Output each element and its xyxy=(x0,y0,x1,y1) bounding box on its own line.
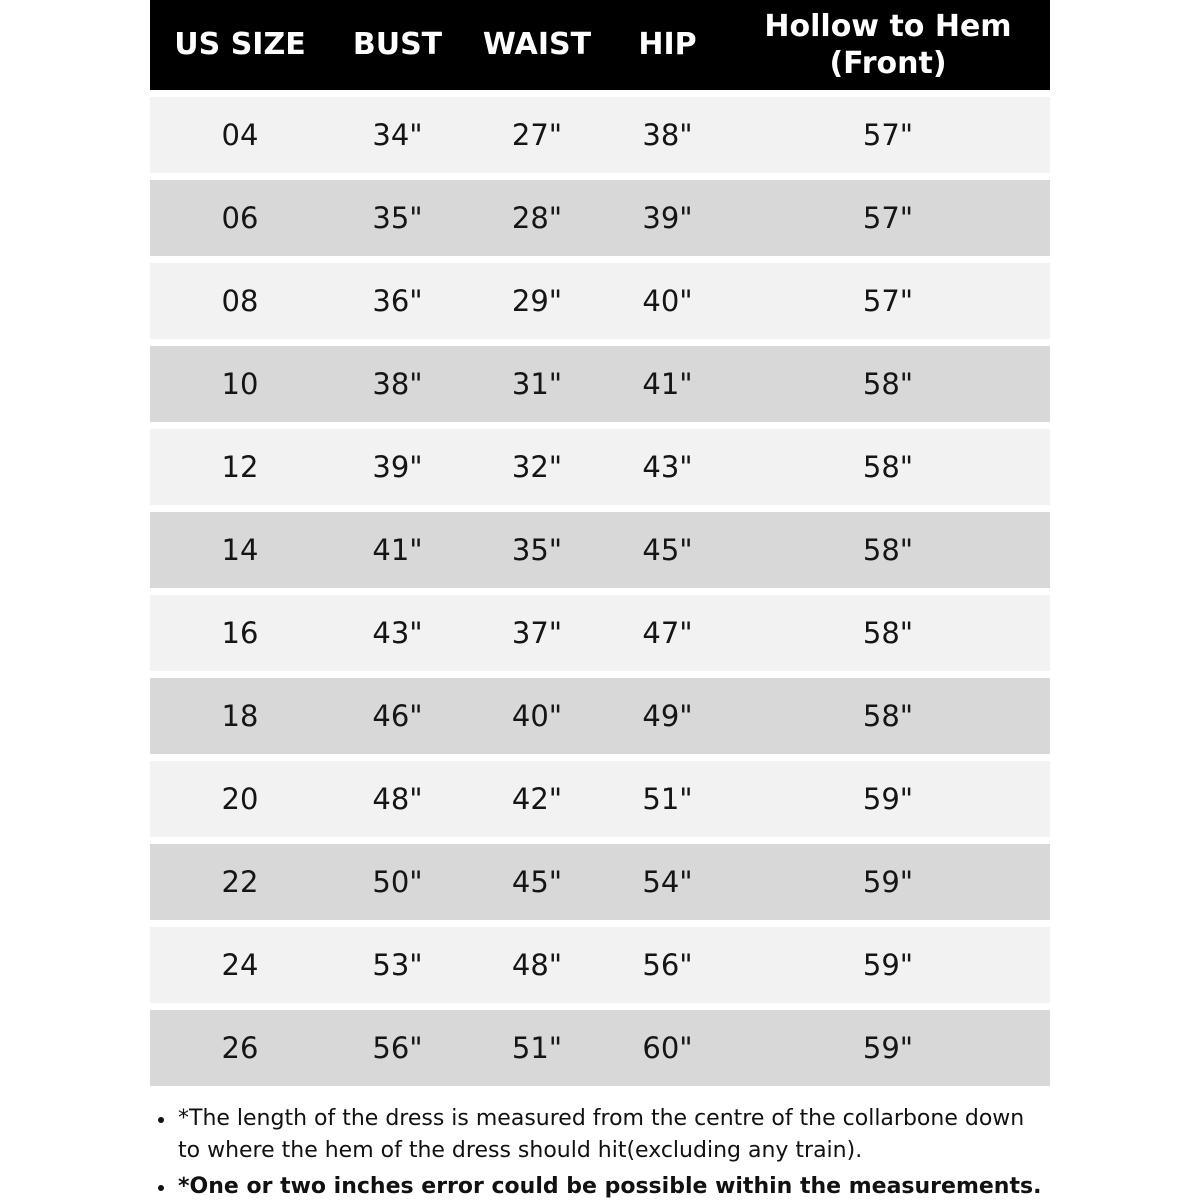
table-cell: 53" xyxy=(330,927,465,1003)
table-cell: 54" xyxy=(609,844,726,920)
table-row xyxy=(150,927,1050,1003)
table-cell: 43" xyxy=(609,429,726,505)
table-cell: 57" xyxy=(726,180,1050,256)
table-cell: 48" xyxy=(330,761,465,837)
table-cell: 58" xyxy=(726,512,1050,588)
table-cell: 20 xyxy=(150,761,330,837)
table-cell: 38" xyxy=(609,97,726,173)
table-cell: 45" xyxy=(465,844,609,920)
bullet-dot-icon xyxy=(158,1185,164,1191)
table-cell: 27" xyxy=(465,97,609,173)
table-cell: 50" xyxy=(330,844,465,920)
table-cell: 51" xyxy=(465,1010,609,1086)
table-cell: 46" xyxy=(330,678,465,754)
table-row xyxy=(150,844,1050,920)
table-cell: 32" xyxy=(465,429,609,505)
table-cell: 43" xyxy=(330,595,465,671)
table-cell: 24 xyxy=(150,927,330,1003)
size-chart-container xyxy=(150,0,1050,1093)
table-row xyxy=(150,595,1050,671)
table-cell: 14 xyxy=(150,512,330,588)
table-cell: 59" xyxy=(726,1010,1050,1086)
table-cell: 40" xyxy=(609,263,726,339)
table-cell: 56" xyxy=(330,1010,465,1086)
table-cell: 08 xyxy=(150,263,330,339)
table-cell: 58" xyxy=(726,429,1050,505)
table-cell: 58" xyxy=(726,595,1050,671)
table-cell: 59" xyxy=(726,844,1050,920)
table-cell: 29" xyxy=(465,263,609,339)
table-cell: 60" xyxy=(609,1010,726,1086)
column-header-us-size: US SIZE xyxy=(150,0,330,90)
bullet-dot-icon xyxy=(158,1117,164,1123)
table-cell: 39" xyxy=(609,180,726,256)
table-cell: 58" xyxy=(726,678,1050,754)
table-cell: 49" xyxy=(609,678,726,754)
table-cell: 35" xyxy=(465,512,609,588)
table-row xyxy=(150,180,1050,256)
table-cell: 41" xyxy=(609,346,726,422)
table-row xyxy=(150,346,1050,422)
footnote-text: *The length of the dress is measured from the centre of the collarbone down to where the hem of the dress should hit(excluding any train). xyxy=(178,1106,1025,1163)
table-cell: 41" xyxy=(330,512,465,588)
table-header-row xyxy=(150,0,1050,90)
table-cell: 59" xyxy=(726,927,1050,1003)
table-cell: 51" xyxy=(609,761,726,837)
table-cell: 38" xyxy=(330,346,465,422)
table-cell: 45" xyxy=(609,512,726,588)
table-row xyxy=(150,678,1050,754)
table-cell: 48" xyxy=(465,927,609,1003)
column-header-bust: BUST xyxy=(330,0,465,90)
table-cell: 16 xyxy=(150,595,330,671)
column-header-waist: WAIST xyxy=(465,0,609,90)
column-header-hollow-to-hem: Hollow to Hem (Front) xyxy=(726,0,1050,90)
table-cell: 12 xyxy=(150,429,330,505)
table-cell: 57" xyxy=(726,97,1050,173)
table-cell: 26 xyxy=(150,1010,330,1086)
table-cell: 47" xyxy=(609,595,726,671)
size-chart-table xyxy=(150,0,1050,1093)
table-cell: 06 xyxy=(150,180,330,256)
table-cell: 56" xyxy=(609,927,726,1003)
table-cell: 58" xyxy=(726,346,1050,422)
table-cell: 04 xyxy=(150,97,330,173)
table-cell: 42" xyxy=(465,761,609,837)
table-cell: 22 xyxy=(150,844,330,920)
column-header-hip: HIP xyxy=(609,0,726,90)
table-cell: 10 xyxy=(150,346,330,422)
table-row xyxy=(150,97,1050,173)
table-cell: 28" xyxy=(465,180,609,256)
table-cell: 57" xyxy=(726,263,1050,339)
table-row xyxy=(150,263,1050,339)
footnotes xyxy=(150,1103,1050,1200)
footnote-measure-length xyxy=(156,1103,1050,1167)
table-cell: 37" xyxy=(465,595,609,671)
table-cell: 18 xyxy=(150,678,330,754)
footnote-error-margin xyxy=(156,1171,1050,1200)
table-row xyxy=(150,1010,1050,1086)
table-cell: 35" xyxy=(330,180,465,256)
table-row xyxy=(150,761,1050,837)
table-cell: 36" xyxy=(330,263,465,339)
table-row xyxy=(150,429,1050,505)
table-cell: 39" xyxy=(330,429,465,505)
table-cell: 40" xyxy=(465,678,609,754)
table-cell: 59" xyxy=(726,761,1050,837)
table-row xyxy=(150,512,1050,588)
table-cell: 34" xyxy=(330,97,465,173)
footnote-text: *One or two inches error could be possible within the measurements. xyxy=(178,1173,1042,1199)
table-cell: 31" xyxy=(465,346,609,422)
